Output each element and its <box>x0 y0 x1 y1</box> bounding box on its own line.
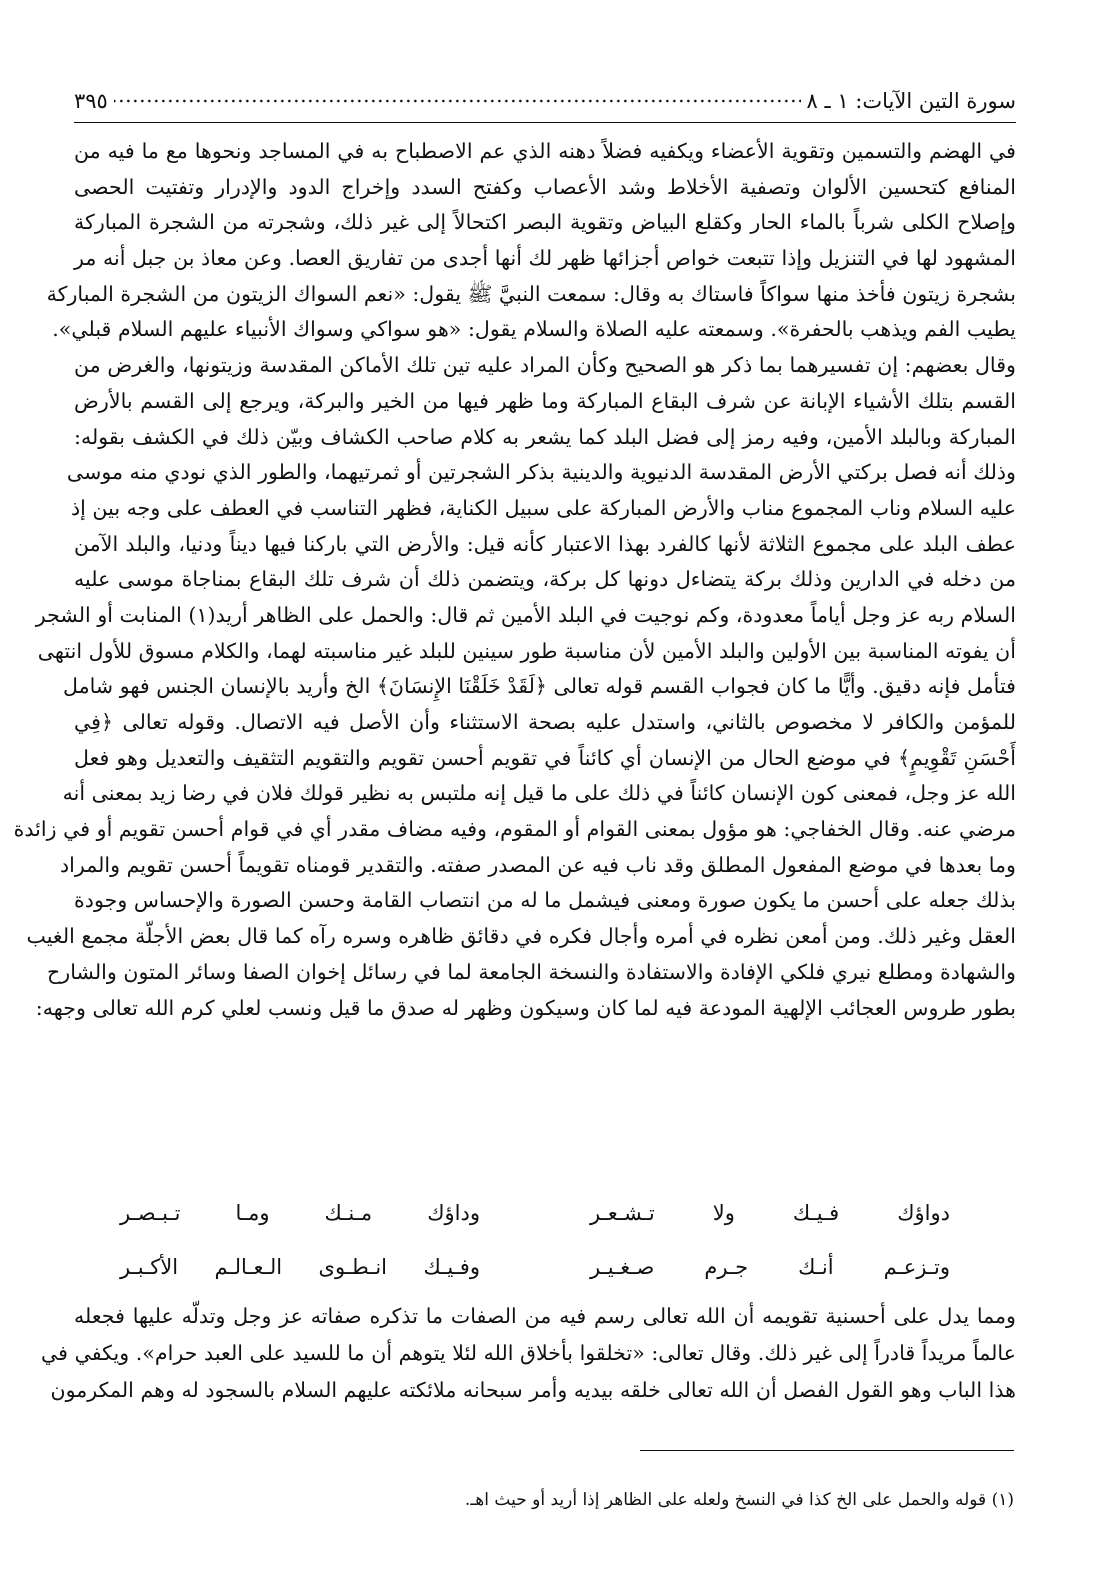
text-line: من دخله في الدارين وذلك بركة يتضاءل دونها كل بركة، ويتضمن ذلك أن شرف تلك البقاع بمناجاة موسى عليه <box>74 567 1016 592</box>
text-line: هذا الباب وهو القول الفصل أن الله تعالى خلقه بيديه وأمر سبحانه ملائكته عليهم السلام بالسجود له وهم المكرمون <box>50 1378 1016 1402</box>
running-header <box>74 80 1016 123</box>
text-line: للمؤمن والكافر لا مخصوص بالثاني، واستدل عليه بصحة الاستثناء وأن الأصل فيه الاتصال. وقوله تعالى ﴿فِي <box>74 710 1016 734</box>
text-line: القسم بتلك الأشياء الإبانة عن شرف البقاع المباركة وما ظهر فيها من الخير والبركة، ويرجع إلى القسم بالأرض <box>74 388 1016 413</box>
poem <box>120 1186 950 1294</box>
text-line: عطف البلد على مجموع الثلاثة لأنها كالفرد بهذا الاعتبار كأنه قيل: والأرض التي باركنا فيها ديناً ودنيا، والبلد الآمن <box>74 531 1016 556</box>
text-line: ومما يدل على أحسنية تقويمه أن الله تعالى رسم فيه من الصفات ما تذكره صفاته عز وجل وتدلّه عليها فجعله <box>74 1304 1016 1328</box>
poem-hemistich-second: وداؤك مـنـك ومـا تـبـصـر <box>120 1201 480 1225</box>
text-line: المشهود لها في التنزيل وإذا تتبعت خواص أجزائها ظهر لك أنها أجدى من تفاريق العصا. وعن معاذ بن جبل أنه مر <box>74 246 1016 271</box>
main-text <box>13 134 1016 1026</box>
poem-hemistich-first: وتـزعـم أنـك جـرم صـغـيـر <box>590 1255 950 1279</box>
footnote: (١) قوله والحمل على الخ كذا في النسخ ولعله على الظاهر إذا أريد أو حيث اهـ. <box>464 1490 1014 1510</box>
poem-hemistich-first: دواؤك فـيـك ولا تـشـعـر <box>590 1201 950 1225</box>
text-line: وإصلاح الكلى شرباً بالماء الحار وكقلع البياض وتقوية البصر اكتحالاً إلى غير ذلك، وشجرته من الشجرة المباركة <box>74 210 1016 235</box>
text-line: والشهادة ومطلع نيري فلكي الإفادة والاستفادة والنسخة الجامعة لما في رسائل إخوان الصفا وسائر المتون والشارح <box>46 959 1016 984</box>
text-line: بشجرة زيتون فأخذ منها سواكاً فاستاك به وقال: سمعت النبيَّ ﷺ يقول: «نعم السواك الزيتون من الشجرة المباركة <box>46 281 1016 306</box>
page-number: ٣٩٥ <box>74 89 108 113</box>
main-text-continued <box>41 1298 1016 1409</box>
text-line: يطيب الفم ويذهب بالحفرة». وسمعته عليه الصلاة والسلام يقول: «هو سواكي وسواك الأنبياء عليهم السلام قبلي». <box>52 317 1016 342</box>
poem-verse <box>120 1240 950 1294</box>
text-line: بذلك جعله على أحسن ما يكون صورة ومعنى فيشمل ما له من انتصاب القامة وحسن الصورة والإحساس وجودة <box>74 888 1016 913</box>
text-line: الله عز وجل، فمعنى كون الإنسان كائناً في ذلك على ما قيل إنه ملتبس به نظير قولك فلان في رضا زيد بمعنى أنه <box>62 781 1016 806</box>
text-line: أن يفوته المناسبة بين الأولين والبلد الأمين لأن مناسبة طور سينين للبلد غير مناسبته لهما، والكلام مسوق للأول انتهى <box>37 638 1016 663</box>
text-line: وذلك أنه فصل بركتي الأرض المقدسة الدنيوية والدينية بذكر الشجرتين أو ثمرتيهما، والطور الذي نودي منه موسى <box>66 460 1016 485</box>
text-line: عالماً مريداً قادراً إلى غير ذلك. وقال تعالى: «تخلقوا بأخلاق الله لئلا يتوهم أن ما للسيد على العبد حرام». ويكفي في <box>41 1341 1016 1365</box>
text-line: السلام ربه عز وجل أياماً معدودة، وكم نوجيت في البلد الأمين ثم قال: والحمل على الظاهر أريد(١) المنابت أو الشجر <box>35 602 1016 627</box>
text-line: وما بعدها في موضع المفعول المطلق وقد ناب فيه عن المصدر صفته. والتقدير قومناه تقويماً أحسن تقويم والمراد <box>60 852 1016 877</box>
text-line: وقال بعضهم: إن تفسيرهما بما ذكر هو الصحيح وكأن المراد عليه تين تلك الأماكن المقدسة وزيتونها، والغرض من <box>74 353 1016 378</box>
chapter-title: سورة التين الآيات: ١ ـ ٨ <box>806 89 1016 113</box>
header-leader-dots <box>114 96 801 106</box>
poem-hemistich-second: وفـيـك انـطـوى الـعـالـم الأكـبـر <box>120 1255 480 1279</box>
text-line: بطور طروس العجائب الإلهية المودعة فيه لما كان وسيكون وظهر له صدق ما قيل ونسب لعلي كرم الله تعالى وجهه: <box>35 995 1016 1020</box>
text-line: العقل وغير ذلك. ومن أمعن نظره في أمره وأجال فكره في دقائق ظاهره وسره رآه كما قال بعض الأجلّة مجمع الغيب <box>26 924 1016 949</box>
text-line: المباركة وبالبلد الأمين، وفيه رمز إلى فضل البلد كما يشعر به كلام صاحب الكشاف وبيّن ذلك في الكشف بقوله: <box>74 424 1016 449</box>
text-line: عليه السلام وناب المجموع مناب والأرض المباركة على سبيل الكناية، فظهر التناسب في العطف على وجه بين إذ <box>70 495 1016 520</box>
footnote-separator <box>640 1450 1014 1451</box>
text-line: فتأمل فإنه دقيق. وأيًّا ما كان فجواب القسم قوله تعالى ﴿لَقَدْ خَلَقْنَا الإِنسَانَ﴾ الخ وأريد بالإنسان الجنس فهو شامل <box>62 674 1016 699</box>
poem-verse <box>120 1186 950 1240</box>
text-line: المنافع كتحسين الألوان وتصفية الأخلاط وشد الأعصاب وكفتح السدد وإخراج الدود والإدرار وتفتيت الحصى <box>74 174 1016 199</box>
text-line: في الهضم والتسمين وتقوية الأعضاء ويكفيه فضلاً دهنه الذي عم الاصطباح به في المساجد ونحوها مع ما فيه من <box>74 139 1016 163</box>
text-line: أَحْسَنِ تَقْوِيمٍ﴾ في موضع الحال من الإنسان أي كائناً في تقويم أحسن تقويم والتقويم التثقيف والتعديل وهو فعل <box>74 745 1016 770</box>
text-line: مرضي عنه. وقال الخفاجي: هو مؤول بمعنى القوام أو المقوم، وفيه مضاف مقدر أي في قوام أحسن تقويم أو في زائدة <box>13 817 1016 842</box>
